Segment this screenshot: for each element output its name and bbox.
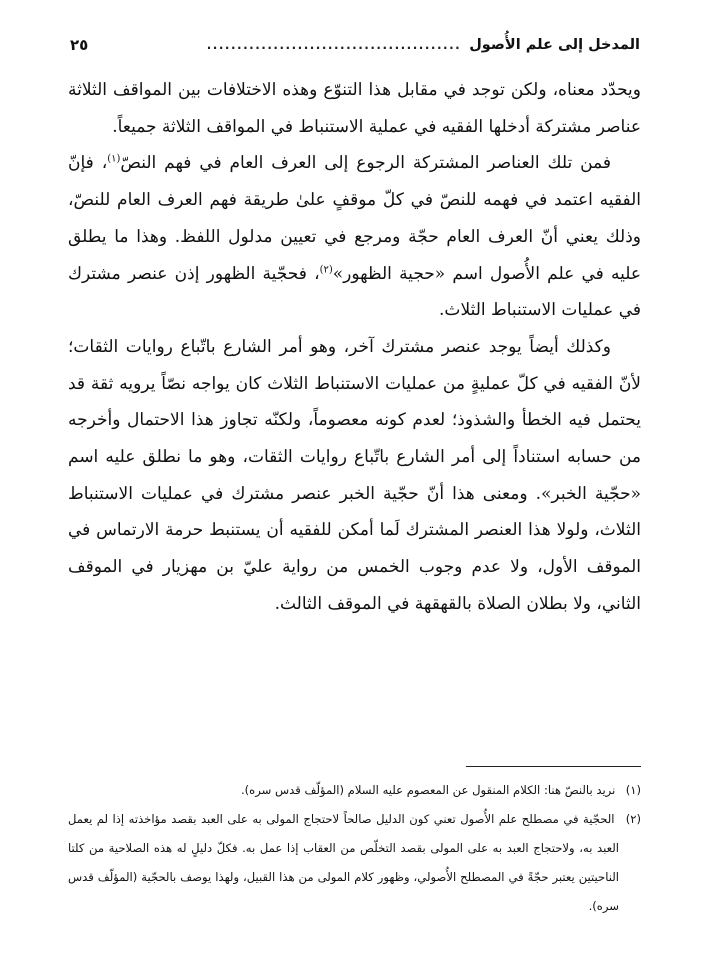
paragraph-3: وكذلك أيضاً يوجد عنصر مشترك آخر، وهو أمر الشارع باتّباع روايات الثقات؛ لأنّ الفقيه في كلّ عمليةٍ من عمليات الاستنباط الثلاث كان يواجه نصّاً يرويه ثقة قد يحتمل فيه الخطأ والشذوذ؛ لعدم كونه معصوماً، ولكنّه تجاوز هذا الاحتمال وأخرجه من حسابه استناداً إلى أمر الشارع باتّباع روايات الثقات، وهو ما نطلق عليه اسم «حجّية الخبر». ومعنى هذا أنّ حجّية الخبر عنصر مشترك في عمليات الاستنباط الثلاث، ولولا هذا العنصر المشترك لَما أمكن للفقيه أن يستنبط حرمة الارتماس في الموقف الأول، ولا عدم وجوب الخمس من رواية عليّ بن مهزيار في الموقف الثاني، ولا بطلان الصلاة بالقهقهة في الموقف الثالث. <box>68 336 641 614</box>
main-text <box>68 72 641 623</box>
footnote-1 <box>68 776 641 805</box>
paragraph-2-part-3: ، فحجّية الظهور إذن عنصر مشترك في عمليات الاستنباط الثلاث. <box>68 263 641 321</box>
running-header <box>70 34 640 56</box>
footnote-ref-1[interactable]: (١) <box>107 153 121 165</box>
paragraph-2-part-2: ، فإنّ الفقيه اعتمد في فهمه للنصّ في كلّ موقفٍ علىٰ طريقة فهم العرف العام للنصّ، وذلك يعني أنّ العرف العام حجّة ومرجع في تعيين مدلول اللفظ. وهذا ما يطلق عليه في علم الأُصول اسم «حجية الظهور» <box>68 153 641 284</box>
footnote-2 <box>68 805 641 921</box>
paragraph-2 <box>68 145 641 329</box>
header-title: المدخل إلى علم الأُصول <box>469 37 640 53</box>
footnote-2-text: الحجّية في مصطلح علم الأُصول تعني كون الدليل صالحاً لاحتجاج المولى به على العبد بقصد مؤاخذته إذا لم يعمل العبد به، ولاحتجاج العبد به على المولى بقصد التخلّص من العقاب إذا عمل به. فكلّ دليلٍ له هذه الصلاحية من كلتا الناحيتين يعتبر حجّةً في المصطلح الأُصولي، وظهور كلام المولى من هذا القبيل، ولهذا يوصف بالحجّية (المؤلّف قدس سره). <box>68 812 619 913</box>
paragraph-2-part-1: فمن تلك العناصر المشتركة الرجوع إلى العرف العام في فهم النصّ <box>120 153 611 174</box>
footnote-1-number: (١) <box>625 783 641 797</box>
header-leader: .......................................... <box>206 38 462 52</box>
page-number: ٢٥ <box>70 36 89 54</box>
footnote-2-number: (٢) <box>625 812 641 826</box>
footnote-1-text: نريد بالنصّ هنا: الكلام المنقول عن المعصوم عليه السلام (المؤلّف قدس سره). <box>240 783 616 797</box>
paragraph-1: ويحدّد معناه، ولكن توجد في مقابل هذا التنوّع وهذه الاختلافات بين المواقف الثلاثة عناصر مشتركة أدخلها الفقيه في عملية الاستنباط في المواقف الثلاثة جميعاً. <box>68 80 641 137</box>
footnote-ref-2[interactable]: (٢) <box>319 263 333 275</box>
footnotes <box>68 776 641 921</box>
footnote-separator <box>68 766 641 767</box>
